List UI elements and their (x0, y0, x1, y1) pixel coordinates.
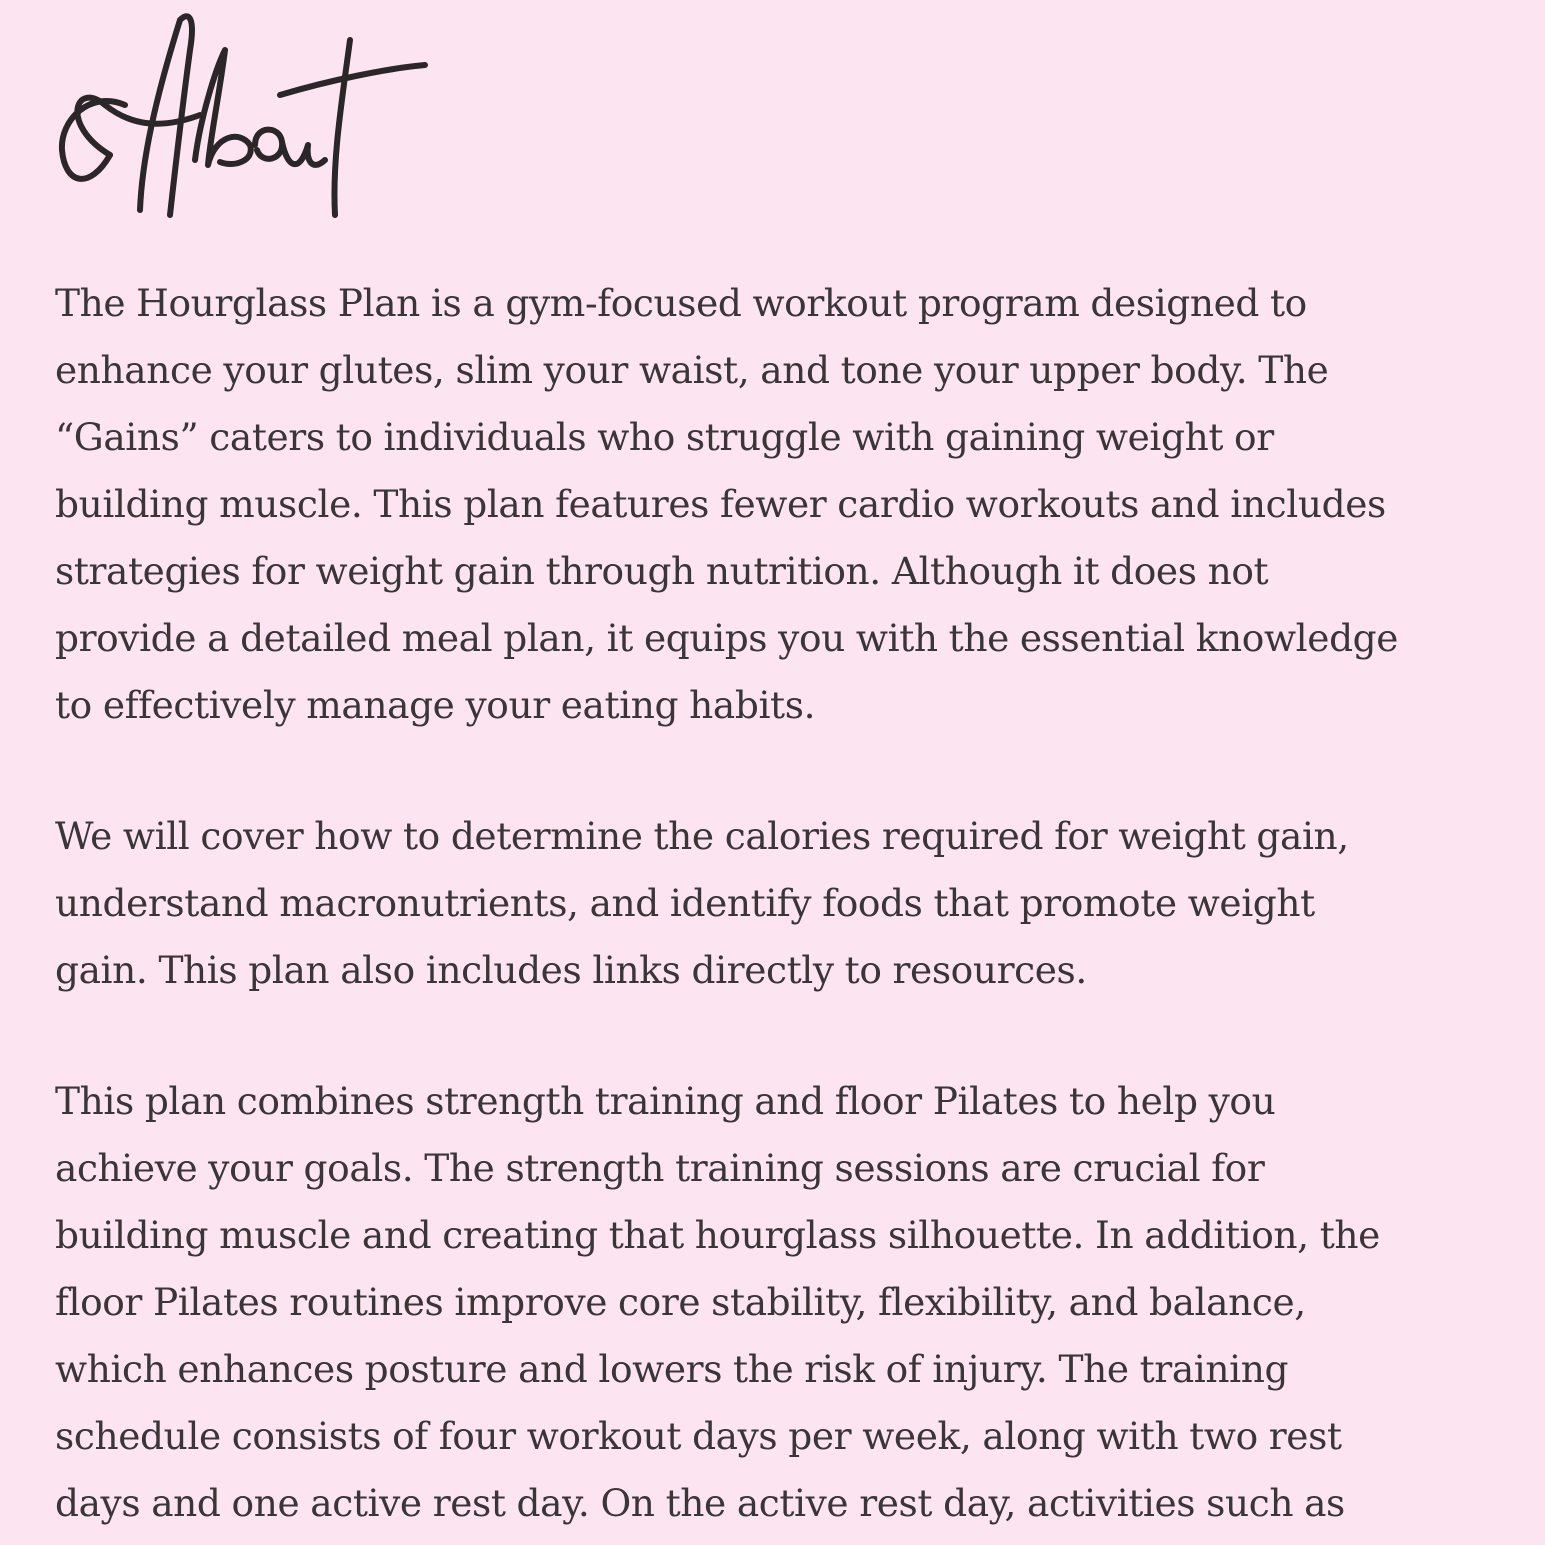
about-script-logo (50, 10, 450, 230)
about-heading (50, 10, 450, 230)
paragraph-intro: The Hourglass Plan is a gym-focused workout program designed to enhance your glutes, slim your waist, and tone your upper body. The “Gains” caters to individuals who struggle with gaining weight or building muscle. This plan features fewer cardio workouts and includes strategies for weight gain through nutrition. Although it does not provide a detailed meal plan, it equips you with the essential knowledge to effectively manage your eating habits. (55, 281, 1399, 727)
paragraph-nutrition: We will cover how to determine the calories required for weight gain, understand macronutrients, and identify foods that promote weight gain. This plan also includes links directly to resources. (55, 814, 1349, 992)
about-body (55, 270, 1485, 1545)
paragraph-training: This plan combines strength training and floor Pilates to help you achieve your goals. The strength training sessions are crucial for building muscle and creating that hourglass silhouette. In addition, the floor Pilates routines improve core stability, flexibility, and balance, which enhances posture and lowers the risk of injury. The training schedule consists of four workout days per week, along with two rest days and one active rest day. On the active rest day, activities such as (55, 1079, 1380, 1525)
